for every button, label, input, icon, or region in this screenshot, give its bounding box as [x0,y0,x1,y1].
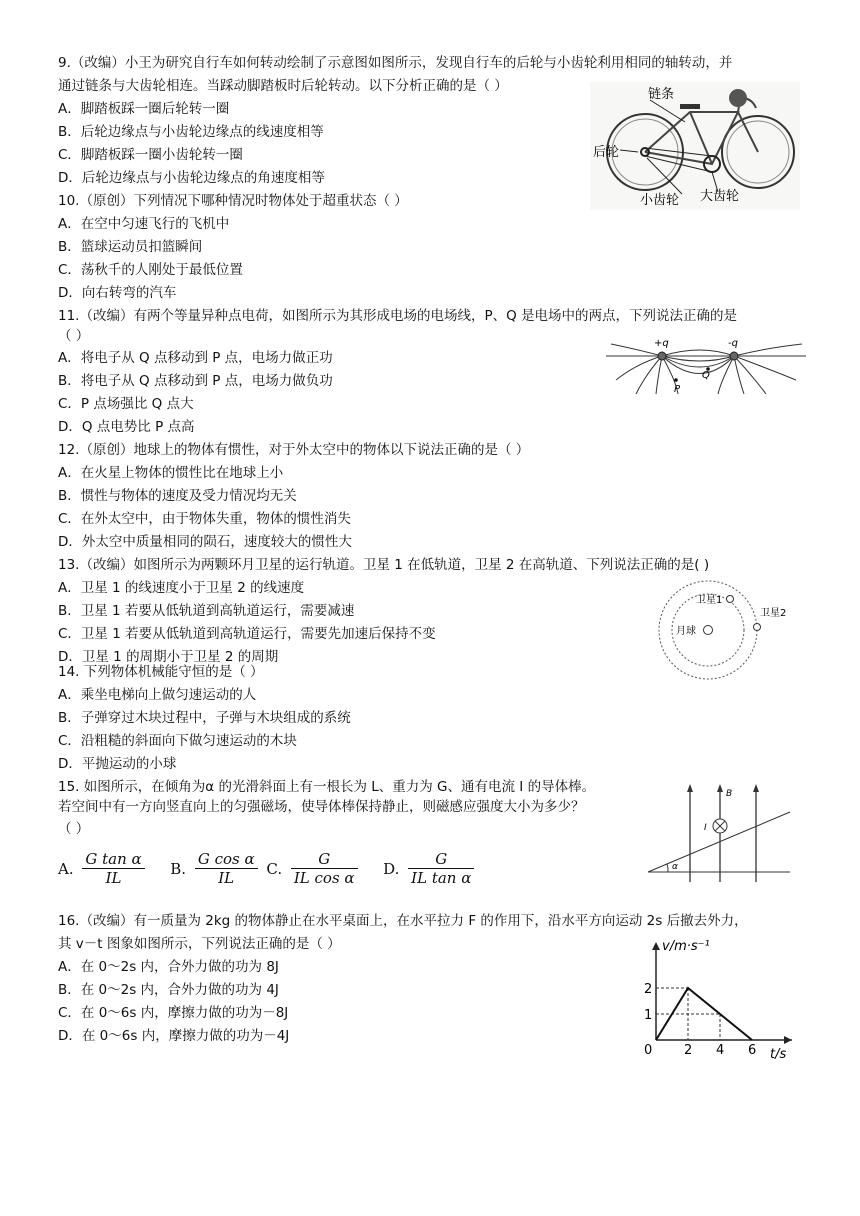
pos-charge-label: +q [654,338,669,349]
q15-option-c: C. $\frac{G}{\text{IL cos α}}$ [266,859,366,877]
q12-stem: 12.（原创）地球上的物体有惯性，对于外太空中的物体以下说法正确的是（ ） [58,442,530,458]
q13-stem: 13.（改编）如图所示为两颗环月卫星的运行轨道。卫星 1 在低轨道，卫星 2 在高轨道、下列说法正确的是( ) [58,557,710,573]
q16-stem-line2: 其 v－t 图象如图所示，下列说法正确的是（ ） [58,936,341,952]
q14-option-a: A．乘坐电梯向上做匀速运动的人 [58,687,257,703]
y-tick-label: 2 [644,982,653,997]
q15-stem-line2: 若空间中有一方向竖直向上的匀强磁场，使导体棒保持静止，则磁感应强度大小为多少？ [58,799,585,815]
q10-option-c: C．荡秋千的人刚处于最低位置 [58,262,243,278]
x-tick-label: 6 [748,1043,757,1058]
q12-option-c: C．在外太空中，由于物体失重，物体的惯性消失 [58,511,351,527]
q9-stem-line2: 通过链条与大齿轮相连。当踩动脚踏板时后轮转动。以下分析正确的是（ ） [58,78,508,94]
x-tick-label: 4 [716,1043,725,1058]
q9-option-b: B．后轮边缘点与小齿轮边缘点的线速度相等 [58,124,324,140]
q15-option-b: B. $\frac{\text{G cos α}}{IL}$ [170,859,266,877]
chain-label: 链条 [648,87,675,102]
q10-option-b: B．篮球运动员扣篮瞬间 [58,239,203,255]
rear-wheel-label: 后轮 [593,145,620,160]
q15-stem-line3: （ ） [58,821,90,837]
b-label: B [726,789,733,799]
origin-label: 0 [644,1043,653,1058]
point-p-label: P [674,384,681,395]
q11-stem-line1: 11.（改编）有两个等量异种点电荷，如图所示为其形成电场的电场线，P、Q 是电场中的两点，下列说法正确的是 [58,308,738,324]
incline-magnetic-field-figure [644,780,792,884]
q9-option-c: C．脚踏板踩一圈小齿轮转一圈 [58,147,243,163]
velocity-time-graph [640,934,800,1062]
y-axis-label: v/m·s⁻¹ [662,939,710,954]
q16-option-a: A．在 0～2s 内，合外力做的功为 8J [58,959,279,975]
electric-field-figure [606,336,806,396]
y-tick-label: 1 [644,1008,653,1023]
q10-stem: 10.（原创）下列情况下哪种情况时物体处于超重状态（ ） [58,193,408,209]
point-q-label: Q [702,370,710,381]
alpha-label: α [672,862,678,872]
q14-option-c: C．沿粗糙的斜面向下做匀速运动的木块 [58,733,297,749]
q15-formula-options [58,850,478,887]
q11-option-a: A．将电子从 Q 点移动到 P 点，电场力做正功 [58,350,333,366]
q15-option-a: A. $\frac{\text{G tan α}}{IL}$ [58,859,153,877]
q13-option-a: A．卫星 1 的线速度小于卫星 2 的线速度 [58,580,305,596]
q11-option-d: D．Q 点电势比 P 点高 [58,419,195,435]
q13-option-b: B．卫星 1 若要从低轨道到高轨道运行，需要减速 [58,603,355,619]
q14-stem: 14. 下列物体机械能守恒的是（ ） [58,664,264,680]
neg-charge-label: -q [728,338,738,349]
q13-option-c: C．卫星 1 若要从低轨道到高轨道运行，需要先加速后保持不变 [58,626,436,642]
small-gear-label: 小齿轮 [640,193,680,208]
q16-option-b: B．在 0～2s 内，合外力做的功为 4J [58,982,279,998]
satellite2-label: 卫星2 [760,608,787,619]
q13-option-d: D．卫星 1 的周期小于卫星 2 的周期 [58,649,279,665]
q11-option-b: B．将电子从 Q 点移动到 P 点，电场力做负功 [58,373,333,389]
q11-option-c: C．P 点场强比 Q 点大 [58,396,194,412]
q15-stem-line1: 15. 如图所示，在倾角为α 的光滑斜面上有一根长为 L、重力为 G、通有电流 I 的导体棒。 [58,779,596,795]
q12-option-a: A．在火星上物体的惯性比在地球上小 [58,465,284,481]
satellite1-label: 卫星1 [696,595,723,606]
big-gear-label: 大齿轮 [700,189,740,204]
x-tick-label: 2 [684,1043,693,1058]
q14-option-b: B．子弹穿过木块过程中，子弹与木块组成的系统 [58,710,351,726]
i-label: I [704,823,707,833]
q12-option-d: D．外太空中质量相同的陨石，速度较大的惯性大 [58,534,352,550]
q14-option-d: D．平抛运动的小球 [58,756,177,772]
x-axis-label: t/s [770,1047,787,1062]
q11-stem-line2: （ ） [58,328,90,344]
satellite-orbit-figure [652,580,800,680]
q9-stem-line1: 9.（改编）小王为研究自行车如何转动绘制了示意图如图所示，发现自行车的后轮与小齿轮利用相同的轴转动，并 [58,55,733,71]
q16-stem-line1: 16.（改编）有一质量为 2kg 的物体静止在水平桌面上，在水平拉力 F 的作用下，沿水平方向运动 2s 后撤去外力， [58,913,748,929]
moon-label: 月球 [676,626,696,637]
q9-option-a: A．脚踏板踩一圈后轮转一圈 [58,101,230,117]
bicycle-figure [590,82,800,210]
q10-option-d: D．向右转弯的汽车 [58,285,177,301]
q16-option-c: C．在 0～6s 内，摩擦力做的功为－8J [58,1005,289,1021]
q10-option-a: A．在空中匀速飞行的飞机中 [58,216,230,232]
q12-option-b: B．惯性与物体的速度及受力情况均无关 [58,488,297,504]
q15-option-d: D. $\frac{G}{\text{IL tan α}}$ [383,859,478,877]
q9-option-d: D．后轮边缘点与小齿轮边缘点的角速度相等 [58,170,325,186]
q16-option-d: D．在 0～6s 内，摩擦力做的功为－4J [58,1028,290,1044]
